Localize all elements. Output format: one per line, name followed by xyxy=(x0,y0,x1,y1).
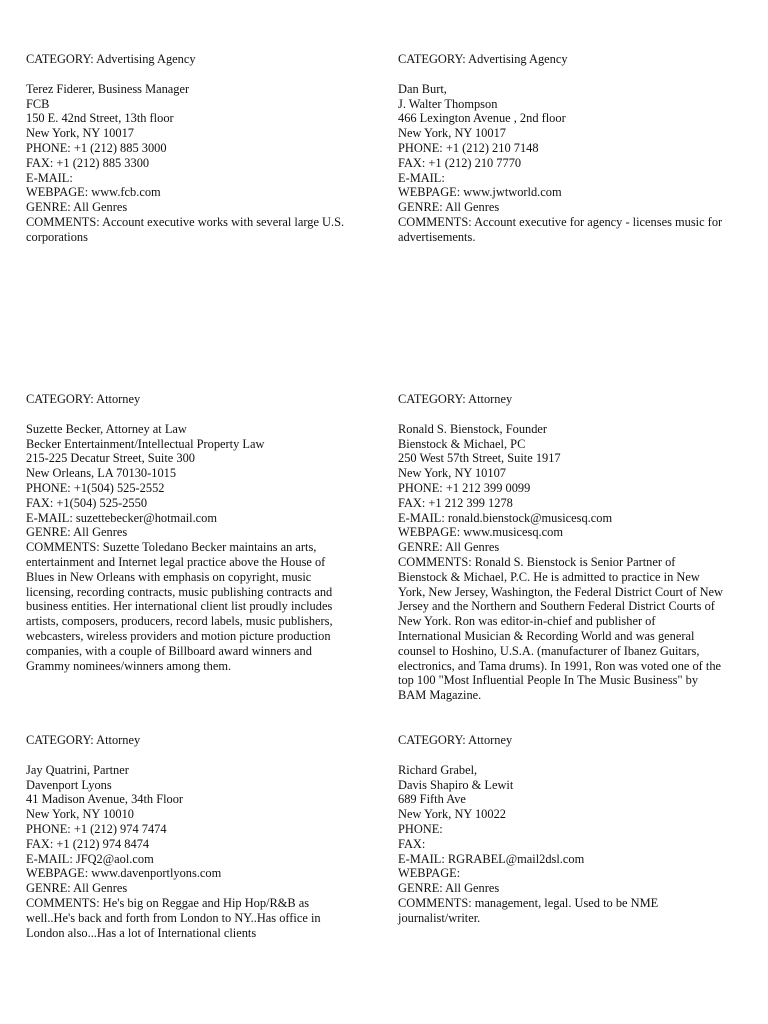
entry-line: counsel to Hoshino, U.S.A. (manufacturer of Ibanez Guitars, xyxy=(398,643,700,658)
entry-fcb xyxy=(26,52,386,245)
entry-line: Suzette Becker, Attorney at Law xyxy=(26,421,187,436)
entry-line: electronics, and Tama drums). In 1991, Ron was voted one of the xyxy=(398,658,722,673)
entry-lines xyxy=(26,763,386,941)
entry-lines xyxy=(398,763,758,926)
entry-line: Jay Quatrini, Partner xyxy=(26,762,129,777)
entry-quatrini xyxy=(26,733,386,940)
entry-line: Blues in New Orleans with emphasis on copyright, music xyxy=(26,569,312,584)
entry-line: GENRE: All Genres xyxy=(26,881,128,896)
entry-line: E-MAIL: ronald.bienstock@musicesq.com xyxy=(398,510,613,525)
entry-line: New York, NY 10017 xyxy=(26,126,134,141)
entry-line: PHONE: xyxy=(398,821,443,836)
entry-bienstock xyxy=(398,392,758,703)
entry-line: Jersey and the Northern and Southern Federal District Courts of xyxy=(398,599,715,614)
entry-line: well..He's back and forth from London to NY..Has office in xyxy=(26,910,321,925)
entry-line: COMMENTS: Suzette Toledano Becker maintains an arts, xyxy=(26,540,317,555)
category-heading: CATEGORY: Attorney xyxy=(26,733,141,747)
entry-line: GENRE: All Genres xyxy=(26,525,128,540)
entry-line: PHONE: +1 212 399 0099 xyxy=(398,480,531,495)
entry-line: webcasters, wireless providers and motion picture production xyxy=(26,628,331,643)
entry-line: New York, NY 10017 xyxy=(398,126,506,141)
entry-line: FAX: +1 (212) 210 7770 xyxy=(398,155,522,170)
entry-line: New York, NY 10107 xyxy=(398,466,506,481)
entry-line: FCB xyxy=(26,96,50,111)
entry-line: New York, NY 10022 xyxy=(398,807,506,822)
entry-line: Ronald S. Bienstock, Founder xyxy=(398,421,548,436)
entry-line: licensing, recording contracts, music publishing contracts and xyxy=(26,584,333,599)
entry-line: WEBPAGE: www.jwtworld.com xyxy=(398,185,562,200)
entry-line: International Musician & Recording World and was general xyxy=(398,628,695,643)
entry-line: 150 E. 42nd Street, 13th floor xyxy=(26,111,174,126)
entry-line: COMMENTS: He's big on Reggae and Hip Hop/R&B as xyxy=(26,895,310,910)
entry-line: top 100 "Most Influential People In The Music Business" by xyxy=(398,673,699,688)
category-heading: CATEGORY: Attorney xyxy=(398,392,513,406)
entry-line: E-MAIL: xyxy=(398,170,445,185)
entry-line: COMMENTS: Ronald S. Bienstock is Senior Partner of xyxy=(398,554,676,569)
entry-line: corporations xyxy=(26,229,88,244)
entry-jwt xyxy=(398,52,758,245)
entry-line: business entities. Her international client list proudly includes xyxy=(26,599,333,614)
entry-line: entertainment and Internet legal practice above the House of xyxy=(26,554,326,569)
entry-grabel xyxy=(398,733,758,926)
entry-line: PHONE: +1 (212) 210 7148 xyxy=(398,140,539,155)
entry-line: London also...Has a lot of International clients xyxy=(26,925,257,940)
entry-line: FAX: +1 212 399 1278 xyxy=(398,495,513,510)
entry-line: Grammy nominees/winners among them. xyxy=(26,658,232,673)
entry-line: 250 West 57th Street, Suite 1917 xyxy=(398,451,561,466)
entry-line: GENRE: All Genres xyxy=(26,200,128,215)
entry-line: PHONE: +1(504) 525-2552 xyxy=(26,480,165,495)
category-heading: CATEGORY: Attorney xyxy=(398,733,513,747)
entry-line: journalist/writer. xyxy=(398,910,481,925)
entry-line: Terez Fiderer, Business Manager xyxy=(26,81,190,96)
entry-line: E-MAIL: suzettebecker@hotmail.com xyxy=(26,510,218,525)
entry-line: 466 Lexington Avenue , 2nd floor xyxy=(398,111,566,126)
entry-line: Davis Shapiro & Lewit xyxy=(398,777,514,792)
entry-line: BAM Magazine. xyxy=(398,688,482,703)
entry-line: E-MAIL: RGRABEL@mail2dsl.com xyxy=(398,851,585,866)
entry-line: J. Walter Thompson xyxy=(398,96,498,111)
entry-line: companies, with a couple of Billboard award winners and xyxy=(26,643,312,658)
entry-line: E-MAIL: JFQ2@aol.com xyxy=(26,851,154,866)
entry-line: FAX: +1(504) 525-2550 xyxy=(26,495,148,510)
entry-line: GENRE: All Genres xyxy=(398,540,500,555)
entry-line: 689 Fifth Ave xyxy=(398,792,466,807)
category-heading: CATEGORY: Advertising Agency xyxy=(26,52,196,66)
entry-line: Dan Burt, xyxy=(398,81,447,96)
entry-line: advertisements. xyxy=(398,229,476,244)
entry-line: COMMENTS: Account executive for agency - licenses music for xyxy=(398,214,723,229)
entry-lines xyxy=(398,82,758,245)
entry-line: PHONE: +1 (212) 885 3000 xyxy=(26,140,167,155)
entry-line: FAX: +1 (212) 885 3300 xyxy=(26,155,150,170)
entry-line: Bienstock & Michael, P.C. He is admitted to practice in New xyxy=(398,569,700,584)
entry-lines xyxy=(398,422,758,703)
entry-line: Becker Entertainment/Intellectual Property Law xyxy=(26,436,265,451)
entry-line: artists, composers, producers, record labels, music publishers, xyxy=(26,614,333,629)
entry-line: WEBPAGE: www.musicesq.com xyxy=(398,525,563,540)
entry-line: New Orleans, LA 70130-1015 xyxy=(26,466,177,481)
entry-line: COMMENTS: Account executive works with several large U.S. xyxy=(26,214,345,229)
entry-lines xyxy=(26,82,386,245)
entry-line: COMMENTS: management, legal. Used to be NME xyxy=(398,895,659,910)
entry-line: Richard Grabel, xyxy=(398,762,478,777)
entry-line: E-MAIL: xyxy=(26,170,73,185)
entry-line: FAX: +1 (212) 974 8474 xyxy=(26,836,150,851)
entry-line: WEBPAGE: www.davenportlyons.com xyxy=(26,866,222,881)
entry-line: 215-225 Decatur Street, Suite 300 xyxy=(26,451,195,466)
entry-becker xyxy=(26,392,386,673)
entry-line: New York. Ron was editor-in-chief and publisher of xyxy=(398,614,656,629)
entry-line: GENRE: All Genres xyxy=(398,200,500,215)
entry-line: PHONE: +1 (212) 974 7474 xyxy=(26,821,167,836)
category-heading: CATEGORY: Advertising Agency xyxy=(398,52,568,66)
entry-lines xyxy=(26,422,386,674)
entry-line: Bienstock & Michael, PC xyxy=(398,436,526,451)
entry-line: York, New Jersey, Washington, the Federal District Court of New xyxy=(398,584,724,599)
entry-line: WEBPAGE: www.fcb.com xyxy=(26,185,161,200)
entry-line: FAX: xyxy=(398,836,426,851)
entry-line: Davenport Lyons xyxy=(26,777,112,792)
entry-line: GENRE: All Genres xyxy=(398,881,500,896)
entry-line: WEBPAGE: xyxy=(398,866,461,881)
category-heading: CATEGORY: Attorney xyxy=(26,392,141,406)
entry-line: 41 Madison Avenue, 34th Floor xyxy=(26,792,184,807)
entry-line: New York, NY 10010 xyxy=(26,807,134,822)
